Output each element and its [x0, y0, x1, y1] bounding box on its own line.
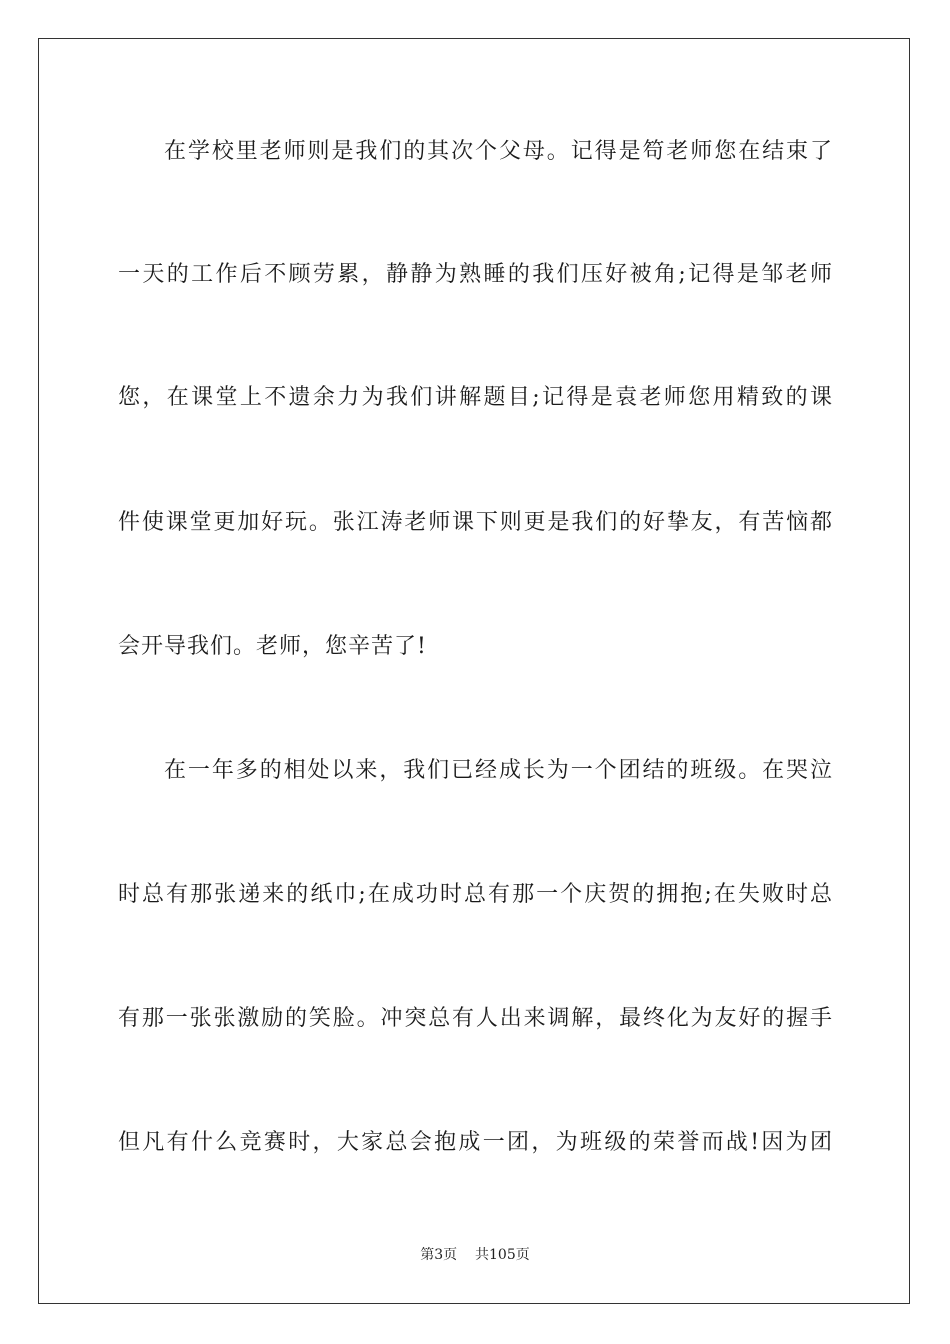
page-border	[38, 38, 910, 1304]
page-number: 第3页	[420, 1247, 458, 1263]
paragraph-line: 会开导我们。老师，您辛苦了!	[118, 634, 427, 659]
paragraph-line: 在一年多的相处以来，我们已经成长为一个团结的班级。在哭泣	[164, 758, 833, 783]
paragraph-line: 一天的工作后不顾劳累，静静为熟睡的我们压好被角;记得是邹老师	[118, 262, 833, 287]
paragraph-line: 件使课堂更加好玩。张江涛老师课下则更是我们的好挚友，有苦恼都	[118, 510, 833, 535]
paragraph-line: 您，在课堂上不遗余力为我们讲解题目;记得是袁老师您用精致的课	[118, 385, 833, 410]
page-footer	[0, 1245, 950, 1265]
paragraph-line: 有那一张张激励的笑脸。冲突总有人出来调解，最终化为友好的握手	[118, 1006, 833, 1031]
paragraph-line: 在学校里老师则是我们的其次个父母。记得是笱老师您在结束了	[164, 139, 833, 164]
paragraph-line: 时总有那张递来的纸巾;在成功时总有那一个庆贺的拥抱;在失败时总	[118, 882, 833, 907]
paragraph-line: 但凡有什么竞赛时，大家总会抱成一团，为班级的荣誉而战!因为团	[118, 1130, 833, 1155]
total-pages: 共105页	[475, 1247, 530, 1263]
